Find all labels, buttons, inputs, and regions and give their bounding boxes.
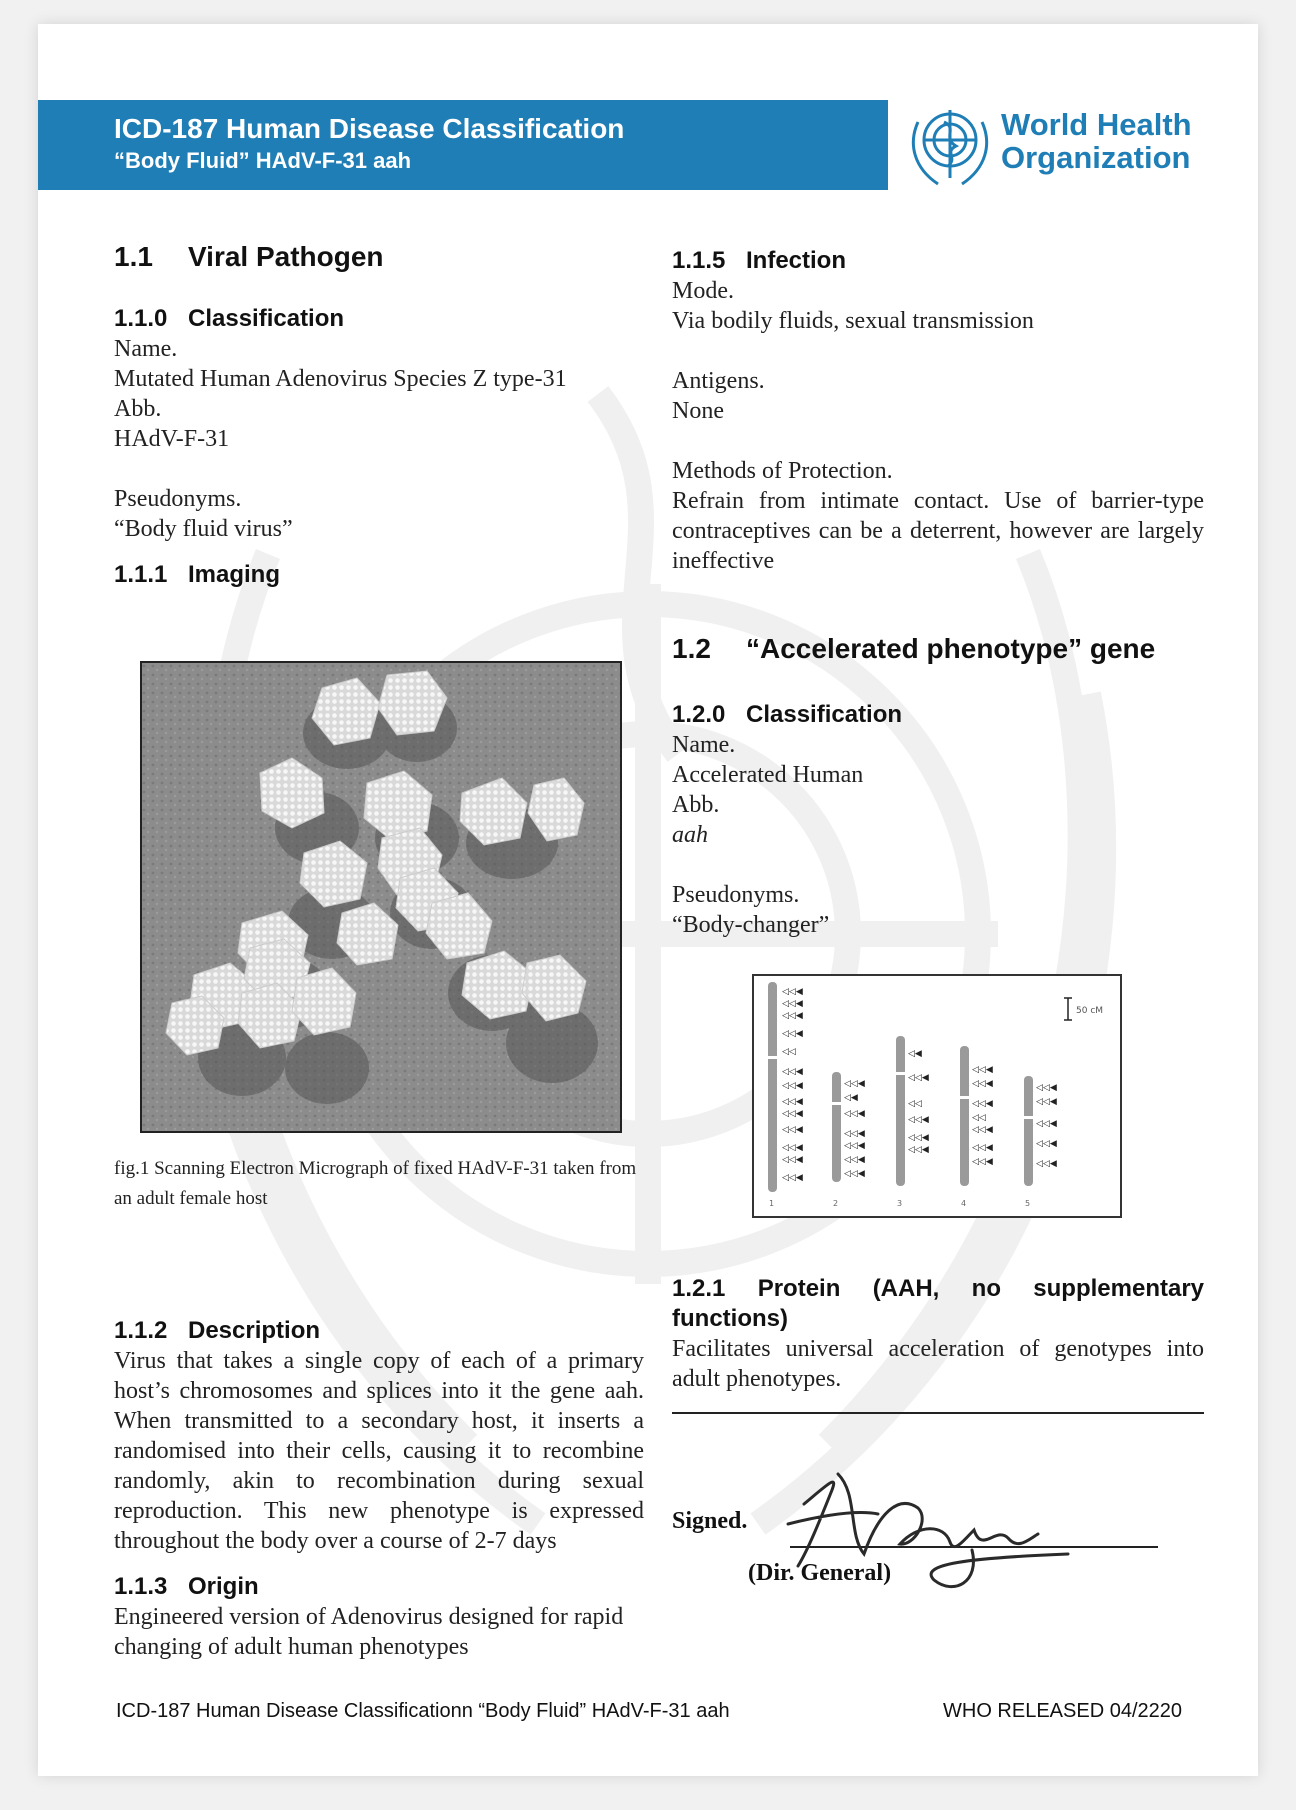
footer-right: WHO RELEASED 04/2220 [943, 1700, 1182, 1722]
svg-text:◁◁◀: ◁◁◀ [782, 1143, 803, 1153]
abb-label: Abb. [114, 396, 162, 422]
section-title: Description [188, 1317, 321, 1344]
svg-text:◁◁◀: ◁◁◀ [972, 1125, 993, 1135]
svg-text:◁◁◀: ◁◁◀ [844, 1079, 865, 1089]
section-title: Viral Pathogen [188, 241, 384, 272]
svg-text:◁◁◀: ◁◁◀ [782, 1067, 803, 1077]
svg-text:◁◁◀: ◁◁◀ [1036, 1083, 1057, 1093]
svg-text:◁◀: ◁◀ [908, 1049, 922, 1059]
name-label: Name. [114, 336, 178, 362]
svg-text:◁◁◀: ◁◁◀ [1036, 1159, 1057, 1169]
section-1-1-1-heading [114, 560, 644, 590]
antigens-label: Antigens. [672, 368, 765, 394]
section-1-1-heading [114, 240, 384, 274]
section-1-1-5-heading [672, 246, 1204, 276]
section-title: Infection [746, 247, 846, 274]
section-number: 1.1 [114, 241, 153, 272]
footer-left: ICD-187 Human Disease Classificationn “Body Fluid” HAdV-F-31 aah [116, 1700, 730, 1722]
pseudonyms-label: Pseudonyms. [114, 486, 242, 512]
svg-text:◁◁◀: ◁◁◀ [844, 1155, 865, 1165]
svg-text:◁◁: ◁◁ [908, 1099, 922, 1109]
who-wordmark-line2: Organization [1001, 140, 1191, 175]
svg-text:◁◁◀: ◁◁◀ [1036, 1119, 1057, 1129]
section-1-2-0 [672, 700, 1204, 940]
pseudonyms-label: Pseudonyms. [672, 882, 800, 908]
svg-text:◁◁◀: ◁◁◀ [844, 1109, 865, 1119]
section-number: 1.2 [672, 633, 711, 664]
svg-text:◁◁◀: ◁◁◀ [782, 987, 803, 997]
chromosome-label: 5 [1025, 1199, 1031, 1208]
protection-label: Methods of Protection. [672, 458, 893, 484]
scale-label: 50 cM [1076, 1006, 1104, 1016]
svg-text:◁◁◀: ◁◁◀ [782, 1029, 803, 1039]
svg-text:◁◁◀: ◁◁◀ [908, 1133, 929, 1143]
svg-text:◁◁◀: ◁◁◀ [844, 1129, 865, 1139]
svg-text:◁◁◀: ◁◁◀ [972, 1079, 993, 1089]
who-wordmark-line1: World Health [1001, 107, 1192, 142]
section-number: 1.2.1 [672, 1275, 726, 1302]
svg-text:◁◁: ◁◁ [782, 1047, 796, 1057]
svg-text:◁◁◀: ◁◁◀ [844, 1169, 865, 1179]
abb-value: aah [672, 822, 708, 848]
svg-text:◁◁◀: ◁◁◀ [908, 1073, 929, 1083]
virus-particles-icon [142, 663, 620, 1131]
section-title: Imaging [188, 561, 281, 588]
section-1-1-2-heading [114, 1316, 644, 1346]
svg-text:◁◁◀: ◁◁◀ [972, 1157, 993, 1167]
section-number: 1.1.5 [672, 247, 726, 274]
section-1-1-5 [672, 246, 1204, 576]
karyogram-figure [752, 974, 1122, 1218]
section-number: 1.1.2 [114, 1317, 168, 1344]
section-number: 1.1.1 [114, 561, 168, 588]
document-subtitle: “Body Fluid” HAdV-F-31 aah [114, 148, 412, 173]
section-number: 1.1.0 [114, 305, 168, 332]
document-title: ICD-187 Human Disease Classification [114, 113, 625, 144]
electron-micrograph-image [140, 661, 622, 1133]
section-title: Classification [746, 701, 903, 728]
section-1-2-1 [672, 1274, 1204, 1394]
chromosome-label: 3 [897, 1199, 903, 1208]
section-1-1-3-heading [114, 1572, 644, 1602]
name-value: Mutated Human Adenovirus Species Z type-31 [114, 366, 567, 392]
svg-text:◁◁◀: ◁◁◀ [972, 1065, 993, 1075]
svg-text:◁◁◀: ◁◁◀ [972, 1099, 993, 1109]
header-banner [38, 100, 888, 190]
pseudonyms-value: “Body-changer” [672, 912, 830, 938]
mode-value: Via bodily fluids, sexual transmission [672, 308, 1034, 334]
chromosome-map-icon [754, 976, 1120, 1216]
who-emblem-icon [904, 100, 996, 192]
document-page [38, 24, 1258, 1776]
abb-value: HAdV-F-31 [114, 426, 230, 452]
chromosome-label: 1 [769, 1199, 775, 1208]
section-title: “Accelerated phenotype” gene [746, 633, 1156, 664]
section-1-2-heading [672, 632, 1155, 666]
svg-text:◁◁◀: ◁◁◀ [782, 1109, 803, 1119]
mode-label: Mode. [672, 278, 734, 304]
svg-text:◁◀: ◁◀ [844, 1093, 858, 1103]
origin-text: Engineered version of Adenovirus designed for rapid changing of adult human phenotypes [114, 1604, 624, 1660]
abb-label: Abb. [672, 792, 720, 818]
signed-label: Signed. [672, 1508, 748, 1534]
section-1-1-0 [114, 304, 644, 590]
chromosome-label: 4 [961, 1199, 967, 1208]
section-title: Protein (AAH, no supplementary functions) [672, 1275, 1204, 1332]
svg-text:◁◁◀: ◁◁◀ [782, 1173, 803, 1183]
section-1-1-2 [114, 1316, 644, 1662]
name-value: Accelerated Human [672, 762, 864, 788]
svg-text:◁◁◀: ◁◁◀ [908, 1145, 929, 1155]
pseudonyms-value: “Body fluid virus” [114, 516, 293, 542]
svg-text:◁◁◀: ◁◁◀ [782, 999, 803, 1009]
svg-text:◁◁◀: ◁◁◀ [1036, 1139, 1057, 1149]
signer-title: (Dir. General) [748, 1560, 892, 1586]
section-number: 1.1.3 [114, 1573, 168, 1600]
svg-text:◁◁◀: ◁◁◀ [844, 1141, 865, 1151]
svg-text:◁◁◀: ◁◁◀ [782, 1081, 803, 1091]
section-number: 1.2.0 [672, 701, 726, 728]
svg-text:◁◁◀: ◁◁◀ [1036, 1097, 1057, 1107]
section-title: Origin [188, 1573, 259, 1600]
protection-value: Refrain from intimate contact. Use of barrier-type contraceptives can be a deterrent, however are largely ineffective [672, 488, 1204, 574]
figure-caption: fig.1 Scanning Electron Micrograph of fixed HAdV-F-31 taken from an adult female host [114, 1158, 637, 1209]
section-1-2-1-heading [672, 1274, 1204, 1334]
name-label: Name. [672, 732, 736, 758]
antigens-value: None [672, 398, 724, 424]
svg-text:◁◁◀: ◁◁◀ [782, 1097, 803, 1107]
svg-text:◁◁: ◁◁ [972, 1113, 986, 1123]
section-1-1-0-heading [114, 304, 644, 334]
svg-text:◁◁◀: ◁◁◀ [782, 1155, 803, 1165]
svg-text:◁◁◀: ◁◁◀ [908, 1115, 929, 1125]
protein-text: Facilitates universal acceleration of genotypes into adult phenotypes. [672, 1336, 1204, 1392]
chromosome-label: 2 [833, 1199, 839, 1208]
svg-text:◁◁◀: ◁◁◀ [782, 1011, 803, 1021]
section-1-2-0-heading [672, 700, 1204, 730]
description-text: Virus that takes a single copy of each of a primary host’s chromosomes and splices into it the gene aah. When transmitted to a secondary host, it inserts a randomised into their cells, causing it to recombine randomly, akin to recombination during sexual reproduction. This new phenotype is expressed throughout the body over a course of 2-7 days [114, 1348, 644, 1554]
who-wordmark [1001, 108, 1192, 174]
svg-text:◁◁◀: ◁◁◀ [782, 1125, 803, 1135]
section-title: Classification [188, 305, 345, 332]
svg-text:◁◁◀: ◁◁◀ [972, 1143, 993, 1153]
divider-rule [672, 1412, 1204, 1414]
